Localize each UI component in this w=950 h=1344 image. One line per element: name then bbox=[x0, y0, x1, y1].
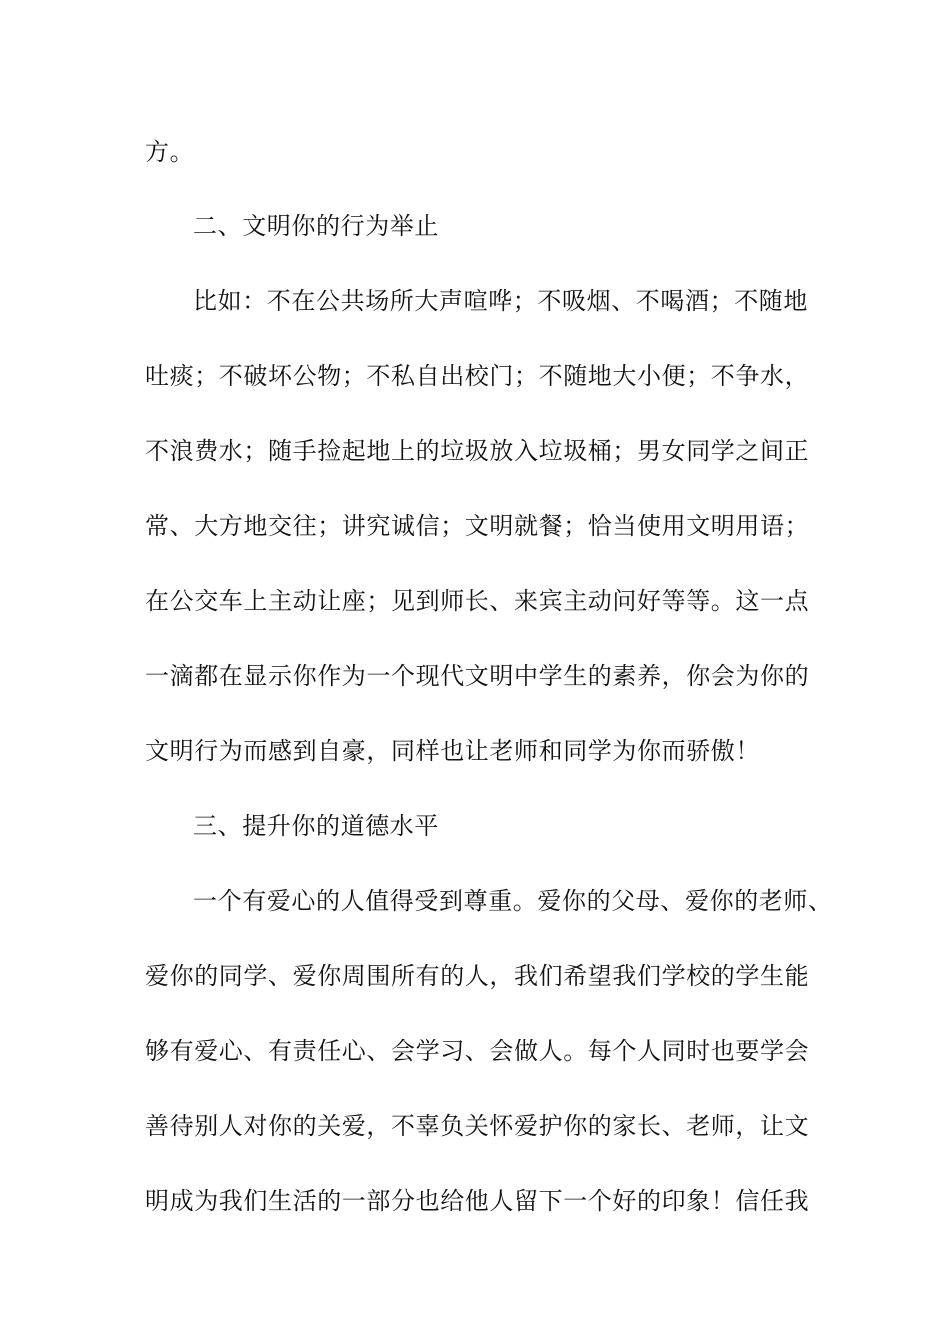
section-heading: 二、文明你的行为举止 bbox=[193, 212, 439, 240]
paragraph-line: 一个有爱心的人值得受到尊重。爱你的父母、爱你的老师、 bbox=[193, 887, 833, 915]
paragraph-line: 常、大方地交往；讲究诚信；文明就餐；恰当使用文明用语； bbox=[145, 512, 810, 540]
paragraph-line: 吐痰；不破坏公物；不私自出校门；不随地大小便；不争水， bbox=[145, 362, 810, 390]
paragraph-line: 善待别人对你的关爱，不辜负关怀爱护你的家长、老师，让文 bbox=[145, 1112, 810, 1140]
paragraph-line: 在公交车上主动让座；见到师长、来宾主动问好等等。这一点 bbox=[145, 587, 810, 615]
paragraph-line: 文明行为而感到自豪，同样也让老师和同学为你而骄傲！ bbox=[145, 737, 760, 765]
paragraph-line: 一滴都在显示你作为一个现代文明中学生的素养，你会为你的 bbox=[145, 662, 810, 690]
paragraph-line: 够有爱心、有责任心、会学习、会做人。每个人同时也要学会 bbox=[145, 1037, 810, 1065]
paragraph-line: 不浪费水；随手捡起地上的垃圾放入垃圾桶；男女同学之间正 bbox=[145, 437, 810, 465]
paragraph-line: 比如：不在公共场所大声喧哗；不吸烟、不喝酒；不随地 bbox=[193, 287, 808, 315]
paragraph-line: 明成为我们生活的一部分也给他人留下一个好的印象！信任我 bbox=[145, 1187, 810, 1215]
paragraph-line: 爱你的同学、爱你周围所有的人，我们希望我们学校的学生能 bbox=[145, 962, 810, 990]
section-heading: 三、提升你的道德水平 bbox=[193, 812, 439, 840]
text-line: 方。 bbox=[145, 138, 195, 166]
